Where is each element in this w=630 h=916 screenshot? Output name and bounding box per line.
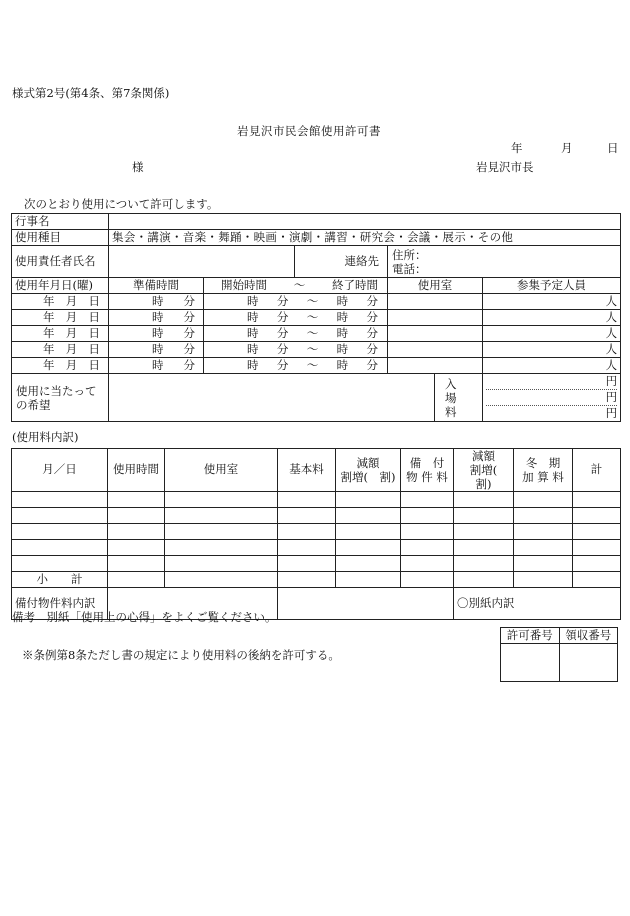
admission-fee-field[interactable] — [483, 374, 621, 422]
time-range-cell[interactable] — [204, 326, 388, 342]
header-time-range — [204, 278, 388, 294]
schedule-row — [12, 310, 621, 326]
day-unit: 日 — [88, 341, 100, 356]
clause-note: ※条例第8条ただし書の規定により使用料の後納を許可する。 — [22, 648, 340, 662]
attendees-cell[interactable] — [483, 358, 621, 374]
fee-header-winter-2: 加 算 料 — [522, 470, 564, 484]
fee-row — [12, 492, 621, 508]
stamp-box — [500, 627, 618, 682]
event-name-label: 行事名 — [12, 214, 109, 230]
fee-row — [12, 524, 621, 540]
day-unit: 日 — [88, 357, 100, 372]
fee-cell[interactable] — [165, 540, 278, 556]
minute-unit: 分 — [366, 341, 378, 356]
fee-row — [12, 540, 621, 556]
minute-unit: 分 — [366, 309, 378, 324]
date-cell[interactable] — [12, 358, 109, 374]
room-cell[interactable] — [388, 326, 483, 342]
fee-cell[interactable] — [278, 540, 336, 556]
attendees-cell[interactable] — [483, 310, 621, 326]
fee-header-reduction2-1: 減額 — [472, 449, 495, 463]
date-cell[interactable] — [12, 326, 109, 342]
fee-cell[interactable] — [336, 524, 401, 540]
fee-header-room: 使用室 — [165, 449, 278, 492]
fee-cell[interactable] — [12, 508, 108, 524]
fee-header-winter — [514, 449, 573, 492]
header-start-time: 開始時間 — [221, 277, 267, 292]
fee-cell[interactable] — [514, 556, 573, 572]
fee-header-winter-1: 冬 期 — [525, 456, 561, 470]
schedule-row — [12, 294, 621, 310]
room-cell[interactable] — [388, 294, 483, 310]
fee-row — [12, 508, 621, 524]
equipment-fee-cell[interactable] — [278, 588, 454, 620]
fee-cell[interactable] — [108, 572, 165, 588]
hour-unit: 時 — [152, 309, 164, 324]
header-prep-time: 準備時間 — [109, 278, 204, 294]
fee-cell[interactable] — [108, 556, 165, 572]
fee-cell[interactable] — [12, 556, 108, 572]
contact-label: 連絡先 — [295, 246, 388, 278]
document-title: 岩見沢市民会館使用許可書 — [237, 124, 381, 138]
fee-header-date: 月／日 — [12, 449, 108, 492]
fee-cell[interactable] — [336, 492, 401, 508]
schedule-row — [12, 342, 621, 358]
fee-header-reduction-2: 割増( 割) — [340, 470, 396, 484]
fee-cell[interactable] — [108, 540, 165, 556]
date-year: 年 — [511, 141, 523, 155]
minute-unit: 分 — [276, 309, 289, 324]
wish-field[interactable] — [109, 374, 435, 422]
header-date: 使用年月日(曜) — [12, 278, 109, 294]
time-range-cell[interactable] — [204, 358, 388, 374]
fee-cell[interactable] — [514, 524, 573, 540]
fee-header-equipment-1: 備 付 — [409, 456, 445, 470]
fee-cell[interactable] — [401, 540, 454, 556]
hour-unit: 時 — [247, 309, 259, 324]
fee-cell[interactable] — [165, 572, 278, 588]
date-cell[interactable] — [12, 310, 109, 326]
minute-unit: 分 — [366, 357, 378, 372]
prep-time-cell[interactable] — [109, 342, 204, 358]
form-label: 様式第2号(第4条、第7条関係) — [12, 86, 170, 100]
admission-label — [435, 374, 483, 422]
hour-unit: 時 — [152, 357, 164, 372]
schedule-row — [12, 358, 621, 374]
yen-unit: 円 — [486, 374, 617, 390]
addressee-suffix: 様 — [132, 160, 144, 174]
hour-unit: 時 — [247, 325, 259, 340]
fee-cell[interactable] — [401, 508, 454, 524]
hour-unit: 時 — [336, 341, 349, 356]
year-unit: 年 — [43, 325, 55, 340]
fee-cell[interactable] — [514, 540, 573, 556]
fee-cell[interactable] — [454, 572, 514, 588]
minute-unit: 分 — [183, 325, 195, 340]
fee-cell[interactable] — [454, 492, 514, 508]
tilde: ～ — [306, 293, 319, 308]
minute-unit: 分 — [276, 325, 289, 340]
prep-time-cell[interactable] — [109, 358, 204, 374]
hour-unit: 時 — [247, 293, 259, 308]
hour-unit: 時 — [336, 309, 349, 324]
header-tilde: ～ — [293, 277, 306, 292]
fee-cell[interactable] — [573, 572, 621, 588]
month-unit: 月 — [65, 341, 78, 356]
date-month: 月 — [561, 141, 573, 155]
schedule-row — [12, 326, 621, 342]
header-attendees: 参集予定人員 — [483, 278, 621, 294]
fee-cell[interactable] — [278, 492, 336, 508]
time-range-cell[interactable] — [204, 294, 388, 310]
tilde: ～ — [306, 309, 319, 324]
separate-label: 〇別紙内訳 — [457, 595, 515, 610]
minute-unit: 分 — [276, 341, 289, 356]
fee-cell[interactable] — [108, 508, 165, 524]
fee-cell[interactable] — [278, 556, 336, 572]
tilde: ～ — [306, 357, 319, 372]
permit-number-label: 許可番号 — [501, 628, 560, 644]
minute-unit: 分 — [183, 341, 195, 356]
day-unit: 日 — [88, 309, 100, 324]
year-unit: 年 — [43, 293, 55, 308]
separate-breakdown[interactable] — [454, 588, 621, 620]
issuer: 岩見沢市長 — [476, 160, 534, 174]
month-unit: 月 — [65, 293, 78, 308]
fee-cell[interactable] — [165, 508, 278, 524]
year-unit: 年 — [43, 309, 55, 324]
hour-unit: 時 — [152, 325, 164, 340]
fee-cell[interactable] — [573, 556, 621, 572]
day-unit: 日 — [88, 293, 100, 308]
fee-cell[interactable] — [401, 492, 454, 508]
admission-char-1: 入 — [445, 376, 457, 391]
fee-cell[interactable] — [336, 572, 401, 588]
minute-unit: 分 — [276, 293, 289, 308]
fee-cell[interactable] — [514, 508, 573, 524]
time-range-cell[interactable] — [204, 342, 388, 358]
minute-unit: 分 — [276, 357, 289, 372]
yen-unit: 円 — [486, 390, 617, 406]
usage-type-label: 使用種目 — [12, 230, 109, 246]
fee-cell[interactable] — [573, 492, 621, 508]
phone-label: 電話： — [392, 261, 427, 276]
hour-unit: 時 — [336, 357, 349, 372]
fee-cell[interactable] — [454, 540, 514, 556]
person-unit: 人 — [605, 357, 618, 372]
fee-cell[interactable] — [278, 572, 336, 588]
person-unit: 人 — [605, 293, 618, 308]
fee-cell[interactable] — [514, 572, 573, 588]
fee-cell[interactable] — [573, 540, 621, 556]
minute-unit: 分 — [183, 293, 195, 308]
fee-cell[interactable] — [514, 492, 573, 508]
hour-unit: 時 — [247, 341, 259, 356]
admission-char-2: 場 — [445, 390, 457, 405]
hour-unit: 時 — [152, 293, 164, 308]
fee-cell[interactable] — [454, 508, 514, 524]
fee-cell[interactable] — [165, 492, 278, 508]
fee-header-reduction2-2: 割増( 割) — [469, 463, 509, 491]
date-cell[interactable] — [12, 294, 109, 310]
responsible-person-label: 使用責任者氏名 — [12, 246, 109, 278]
fee-cell[interactable] — [165, 524, 278, 540]
fee-cell[interactable] — [401, 556, 454, 572]
minute-unit: 分 — [183, 357, 195, 372]
date-cell[interactable] — [12, 342, 109, 358]
month-unit: 月 — [65, 357, 78, 372]
wish-label-line2: の希望 — [16, 397, 51, 412]
header-room: 使用室 — [388, 278, 483, 294]
day-unit: 日 — [88, 325, 100, 340]
contact-field[interactable] — [388, 246, 621, 278]
responsible-person-field[interactable] — [109, 246, 295, 278]
fee-header-time: 使用時間 — [108, 449, 165, 492]
header-end-time: 終了時間 — [332, 277, 378, 292]
tilde: ～ — [306, 325, 319, 340]
fee-cell[interactable] — [278, 524, 336, 540]
year-unit: 年 — [43, 341, 55, 356]
prep-time-cell[interactable] — [109, 310, 204, 326]
fee-cell[interactable] — [278, 508, 336, 524]
equipment-fee-label: 備付物件料内訳 — [12, 588, 108, 620]
prep-time-cell[interactable] — [109, 294, 204, 310]
fee-cell[interactable] — [336, 556, 401, 572]
fee-cell[interactable] — [573, 508, 621, 524]
attendees-cell[interactable] — [483, 294, 621, 310]
fee-header-total: 計 — [573, 449, 621, 492]
fee-cell[interactable] — [454, 556, 514, 572]
permit-number-field[interactable] — [501, 644, 560, 682]
fee-cell[interactable] — [165, 556, 278, 572]
fee-cell[interactable] — [454, 524, 514, 540]
hour-unit: 時 — [336, 325, 349, 340]
fee-cell[interactable] — [401, 524, 454, 540]
fee-table — [11, 448, 621, 620]
yen-unit: 円 — [605, 406, 618, 420]
fee-section-label: (使用料内訳) — [12, 430, 79, 444]
minute-unit: 分 — [366, 293, 378, 308]
room-cell[interactable] — [388, 310, 483, 326]
fee-cell[interactable] — [401, 572, 454, 588]
person-unit: 人 — [605, 325, 618, 340]
room-cell[interactable] — [388, 358, 483, 374]
receipt-number-field[interactable] — [559, 644, 618, 682]
hour-unit: 時 — [247, 357, 259, 372]
wish-label — [12, 374, 109, 422]
attendees-cell[interactable] — [483, 326, 621, 342]
intro-text: 次のとおり使用について許可します。 — [24, 197, 219, 211]
permit-table — [11, 213, 621, 422]
date-day: 日 — [607, 141, 619, 155]
fee-cell[interactable] — [12, 540, 108, 556]
minute-unit: 分 — [183, 309, 195, 324]
usage-type-options[interactable]: 集会・講演・音楽・舞踊・映画・演劇・講習・研究会・会議・展示・その他 — [109, 230, 621, 246]
remarks: 備考 別紙「使用上の心得」をよくご覧ください。 — [12, 610, 277, 624]
month-unit: 月 — [65, 325, 78, 340]
tilde: ～ — [306, 341, 319, 356]
fee-cell[interactable] — [12, 524, 108, 540]
fee-row — [12, 556, 621, 572]
year-unit: 年 — [43, 357, 55, 372]
wish-label-line1: 使用に当たって — [16, 383, 97, 398]
fee-header-reduction-2 — [454, 449, 514, 492]
prep-time-cell[interactable] — [109, 326, 204, 342]
time-range-cell[interactable] — [204, 310, 388, 326]
attendees-cell[interactable] — [483, 342, 621, 358]
receipt-number-label: 領収番号 — [559, 628, 618, 644]
fee-header-equipment-2: 物 件 料 — [406, 470, 448, 484]
hour-unit: 時 — [152, 341, 164, 356]
hour-unit: 時 — [336, 293, 349, 308]
fee-cell[interactable] — [336, 540, 401, 556]
room-cell[interactable] — [388, 342, 483, 358]
fee-cell[interactable] — [12, 492, 108, 508]
person-unit: 人 — [605, 341, 618, 356]
fee-header-reduction — [336, 449, 401, 492]
event-name-field[interactable] — [109, 214, 621, 230]
address-label: 住所： — [392, 247, 427, 262]
person-unit: 人 — [605, 309, 618, 324]
admission-char-3: 料 — [445, 404, 457, 419]
fee-header-base: 基本料 — [278, 449, 336, 492]
subtotal-label: 小 計 — [12, 572, 108, 588]
minute-unit: 分 — [366, 325, 378, 340]
fee-cell[interactable] — [336, 508, 401, 524]
subtotal-row — [12, 572, 621, 588]
fee-header-reduction-1: 減額 — [356, 456, 380, 470]
fee-header-equipment — [401, 449, 454, 492]
fee-cell[interactable] — [573, 524, 621, 540]
month-unit: 月 — [65, 309, 78, 324]
fee-cell[interactable] — [108, 492, 165, 508]
fee-cell[interactable] — [108, 524, 165, 540]
